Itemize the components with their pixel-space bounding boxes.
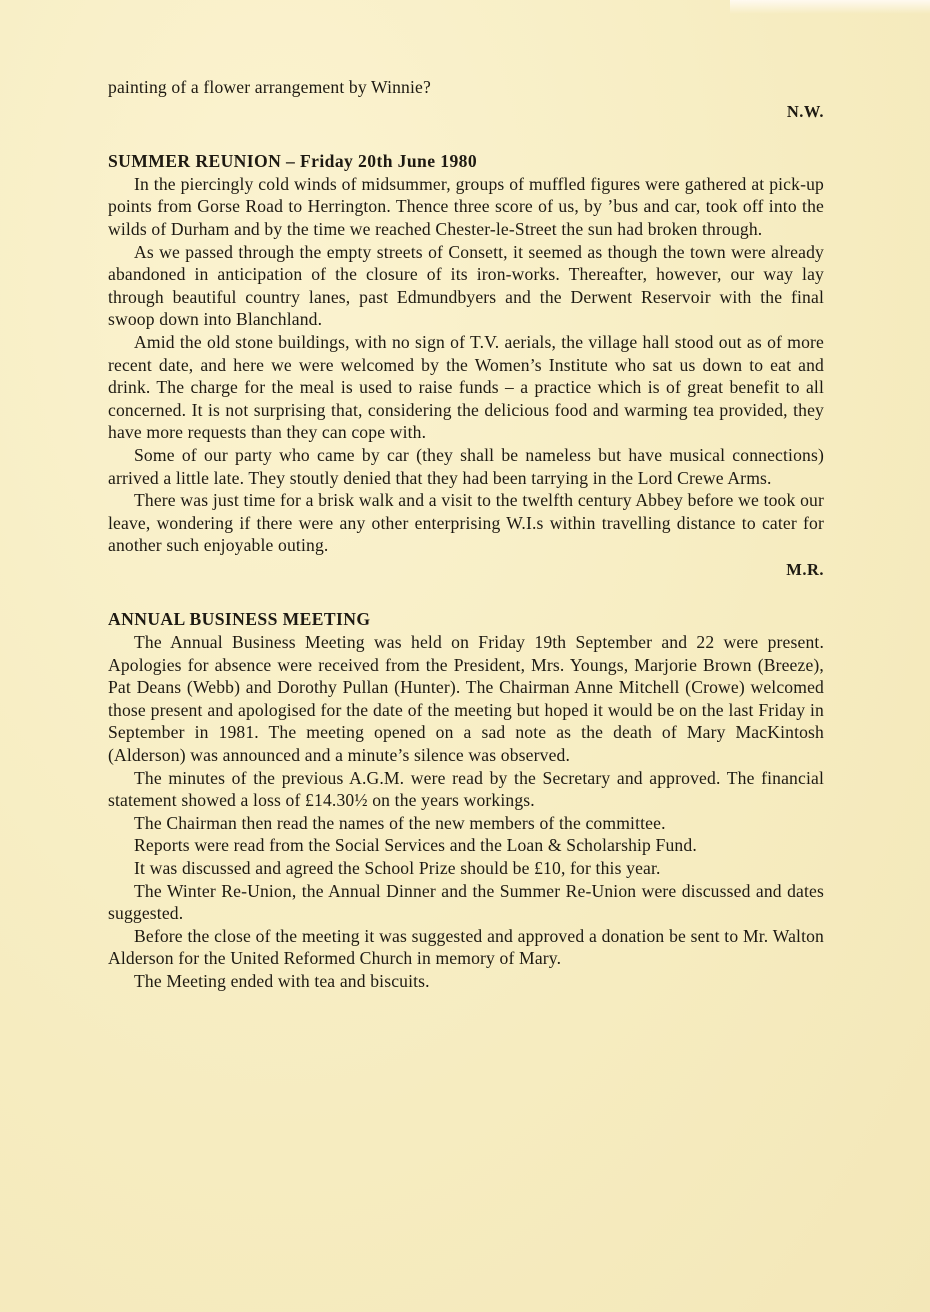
meeting-paragraph: The Chairman then read the names of the new members of the committee. [134, 812, 666, 833]
page-corner [730, 0, 930, 14]
meeting-paragraph: The Meeting ended with tea and biscuits. [134, 970, 430, 991]
summer-reunion-paragraph: There was just time for a brisk walk and a visit to the twelfth century Abbey before we took our leave, wondering if there were any other enterprising W.I.s within travelling distance to cater for another such enjoyable outing. [108, 490, 824, 556]
summer-reunion-paragraph: Amid the old stone buildings, with no sign of T.V. aerials, the village hall stood out as of more recent date, and here we were welcomed by the Women’s Institute who sat us down to eat and drink. The charge for the meal is used to raise funds – a practice which is of great benefit to all concerned. It is not surprising that, considering the delicious food and warming tea provided, they have more requests than they can cope with. [108, 331, 824, 443]
summer-reunion-section [108, 150, 824, 581]
annual-business-meeting-section [108, 608, 824, 992]
meeting-paragraph: The Annual Business Meeting was held on Friday 19th September and 22 were present. Apologies for absence were received from the President, Mrs. Youngs, Marjorie Brown (Breeze), Pat Deans (Webb) and Dorothy Pullan (Hunter). The Chairman Anne Mitchell (Crowe) welcomed those present and apologised for the date of the meeting but hoped it would be on the last Friday in September in 1981. The meeting opened on a sad note as the death of Mary MacKintosh (Alderson) was announced and a minute’s silence was observed. [108, 632, 824, 766]
meeting-paragraph: It was discussed and agreed the School Prize should be £10, for this year. [134, 858, 661, 878]
summer-reunion-paragraph: Some of our party who came by car (they shall be nameless but have musical connections) arrived a little late. They stoutly denied that they had been tarrying in the Lord Crewe Arms. [108, 444, 824, 488]
meeting-paragraph: The Winter Re-Union, the Annual Dinner and the Summer Re-Union were discussed and dates suggested. [108, 880, 824, 924]
summer-reunion-heading: SUMMER REUNION – Friday 20th June 1980 [108, 151, 478, 172]
meeting-paragraph: Before the close of the meeting it was suggested and approved a donation be sent to Mr. Walton Alderson for the United Reformed Church in memory of Mary. [108, 925, 824, 969]
meeting-paragraph: The minutes of the previous A.G.M. were read by the Secretary and approved. The financial statement showed a loss of £14.30½ on the years workings. [108, 767, 824, 811]
annual-business-meeting-heading: ANNUAL BUSINESS MEETING [108, 609, 371, 630]
intro-text: painting of a flower arrangement by Winnie? [108, 77, 431, 97]
signature-mr: M.R. [786, 559, 824, 579]
summer-reunion-paragraph: In the piercingly cold winds of midsummer, groups of muffled figures were gathered at pick-up points from Gorse Road to Herrington. Thence three score of us, by ’bus and car, took off into the wilds of Durham and by the time we reached Chester-le-Street the sun had broken through. [108, 173, 824, 239]
signature-nw: N.W. [786, 101, 824, 121]
meeting-paragraph: Reports were read from the Social Services and the Loan & Scholarship Fund. [134, 835, 697, 856]
summer-reunion-paragraph: As we passed through the empty streets of Consett, it seemed as though the town were already abandoned in anticipation of the closure of its iron-works. Thereafter, however, our way lay through beautiful country lanes, past Edmundbyers and the Derwent Reservoir with the final swoop down into Blanchland. [108, 241, 824, 330]
